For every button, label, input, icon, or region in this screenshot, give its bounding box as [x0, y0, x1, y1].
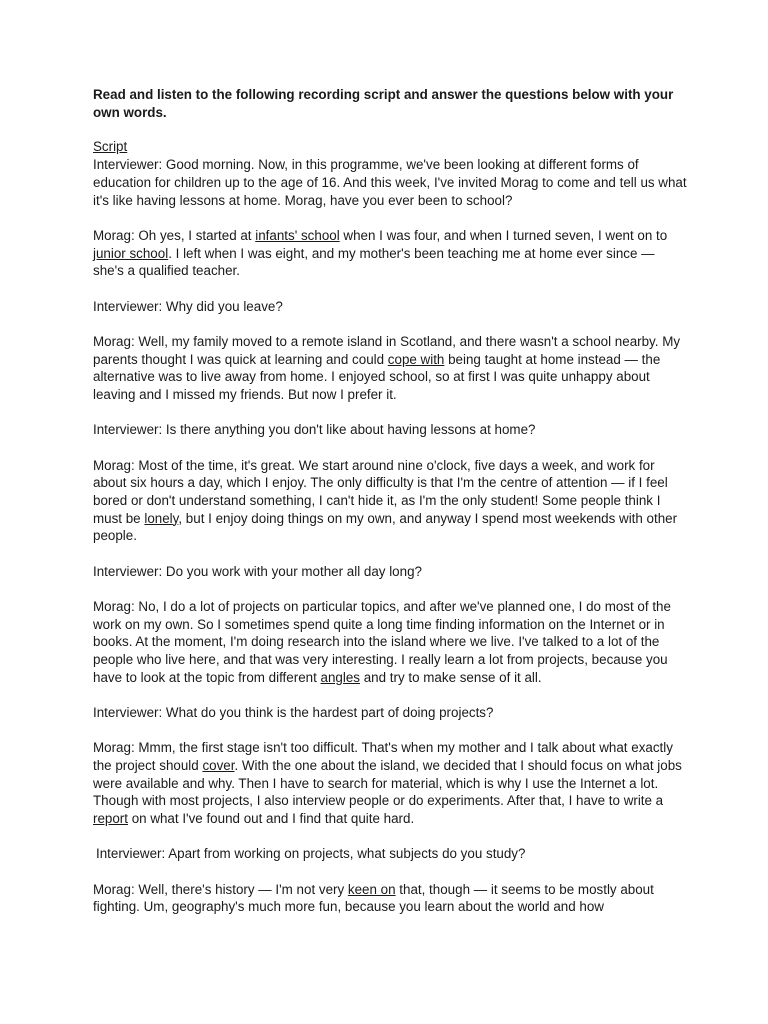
underlined-term-junior-school: junior school	[93, 245, 169, 261]
underlined-term-report: report	[93, 811, 128, 827]
text-segment: Morag: Well, my family moved to a remote island in Scotland, and there wasn't a school nearby. My parents thought I was quick at learning and could	[93, 333, 681, 367]
paragraph-interviewer-intro: Interviewer: Good morning. Now, in this programme, we've been looking at different forms of education for children up to the age of 16. And this week, I've invited Morag to come and tell us what it's like having lessons at home. Morag, have you ever been to school?	[93, 157, 687, 208]
instructions-heading: Read and listen to the following recording script and answer the questions below with your own words.	[93, 87, 674, 120]
text-segment: , but I enjoy doing things on my own, and anyway I spend most weekends with other people.	[93, 510, 678, 544]
text-segment: Morag: No, I do a lot of projects on particular topics, and after we've planned one, I do most of the work on my own. So I sometimes spend quite a long time finding information on the Internet or in books. At the moment, I'm doing research into the island where we live. I've talked to a lot of the people who live here, and that was very interesting. I really learn a lot from projects, because you have to look at the topic from different	[93, 598, 671, 685]
text-segment: Morag: Mmm, the first stage isn't too difficult. That's when my mother and I talk about what exactly the project should	[93, 740, 673, 774]
underlined-term-infants-school: infants' school	[255, 227, 340, 243]
text-segment: . I left when I was eight, and my mother's been teaching me at home ever since — she's a qualified teacher.	[93, 245, 655, 279]
paragraph-interviewer-dislike: Interviewer: Is there anything you don't like about having lessons at home?	[93, 422, 536, 438]
underlined-term-cover: cover	[202, 758, 235, 774]
text-segment: that, though — it seems to be mostly about fighting. Um, geography's much more fun, because you learn about the world and how	[93, 881, 654, 915]
text-segment: being taught at home instead — the alternative was to live away from home. I enjoyed school, so at first I was quite unhappy about leaving and I missed my friends. But now I prefer it.	[93, 351, 661, 402]
paragraph-morag-school	[93, 227, 688, 280]
paragraph-interviewer-why-leave: Interviewer: Why did you leave?	[93, 298, 283, 314]
underlined-term-lonely: lonely	[144, 510, 179, 526]
paragraph-morag-first-stage	[93, 739, 688, 828]
paragraph-morag-history	[93, 881, 688, 916]
text-segment: . With the one about the island, we decided that I should focus on what jobs were available and why. Then I have to search for material, which is why I use the Internet a lot. Though with most projects, I also interview people or do experiments. After that, I have to write a	[93, 758, 682, 809]
paragraph-interviewer-mother: Interviewer: Do you work with your mother all day long?	[93, 563, 422, 579]
text-segment: Morag: Well, there's history — I'm not very	[93, 881, 348, 897]
text-segment: Morag: Most of the time, it's great. We start around nine o'clock, five days a week, and work for about six hours a day, which I enjoy. The only difficulty is that I'm the centre of attention — if I feel bored or don't understand something, I can't hide it, as I'm the only student! Some people think I must be	[93, 457, 668, 526]
paragraph-morag-moved	[93, 333, 688, 404]
text-segment: when I was four, and when I turned seven, I went on to	[339, 227, 668, 243]
underlined-term-cope-with: cope with	[387, 351, 445, 367]
script-label: Script	[93, 139, 128, 155]
paragraph-morag-great	[93, 457, 688, 546]
underlined-term-angles: angles	[320, 669, 360, 685]
paragraph-interviewer-hardest: Interviewer: What do you think is the hardest part of doing projects?	[93, 705, 494, 721]
paragraph-interviewer-subjects: Interviewer: Apart from working on projects, what subjects do you study?	[96, 846, 526, 862]
text-segment: on what I've found out and I find that quite hard.	[127, 811, 415, 827]
text-segment: and try to make sense of it all.	[360, 669, 542, 685]
document-page	[93, 86, 688, 934]
text-segment: Morag: Oh yes, I started at	[93, 227, 256, 243]
underlined-term-keen-on: keen on	[347, 881, 396, 897]
paragraph-morag-projects	[93, 598, 688, 687]
